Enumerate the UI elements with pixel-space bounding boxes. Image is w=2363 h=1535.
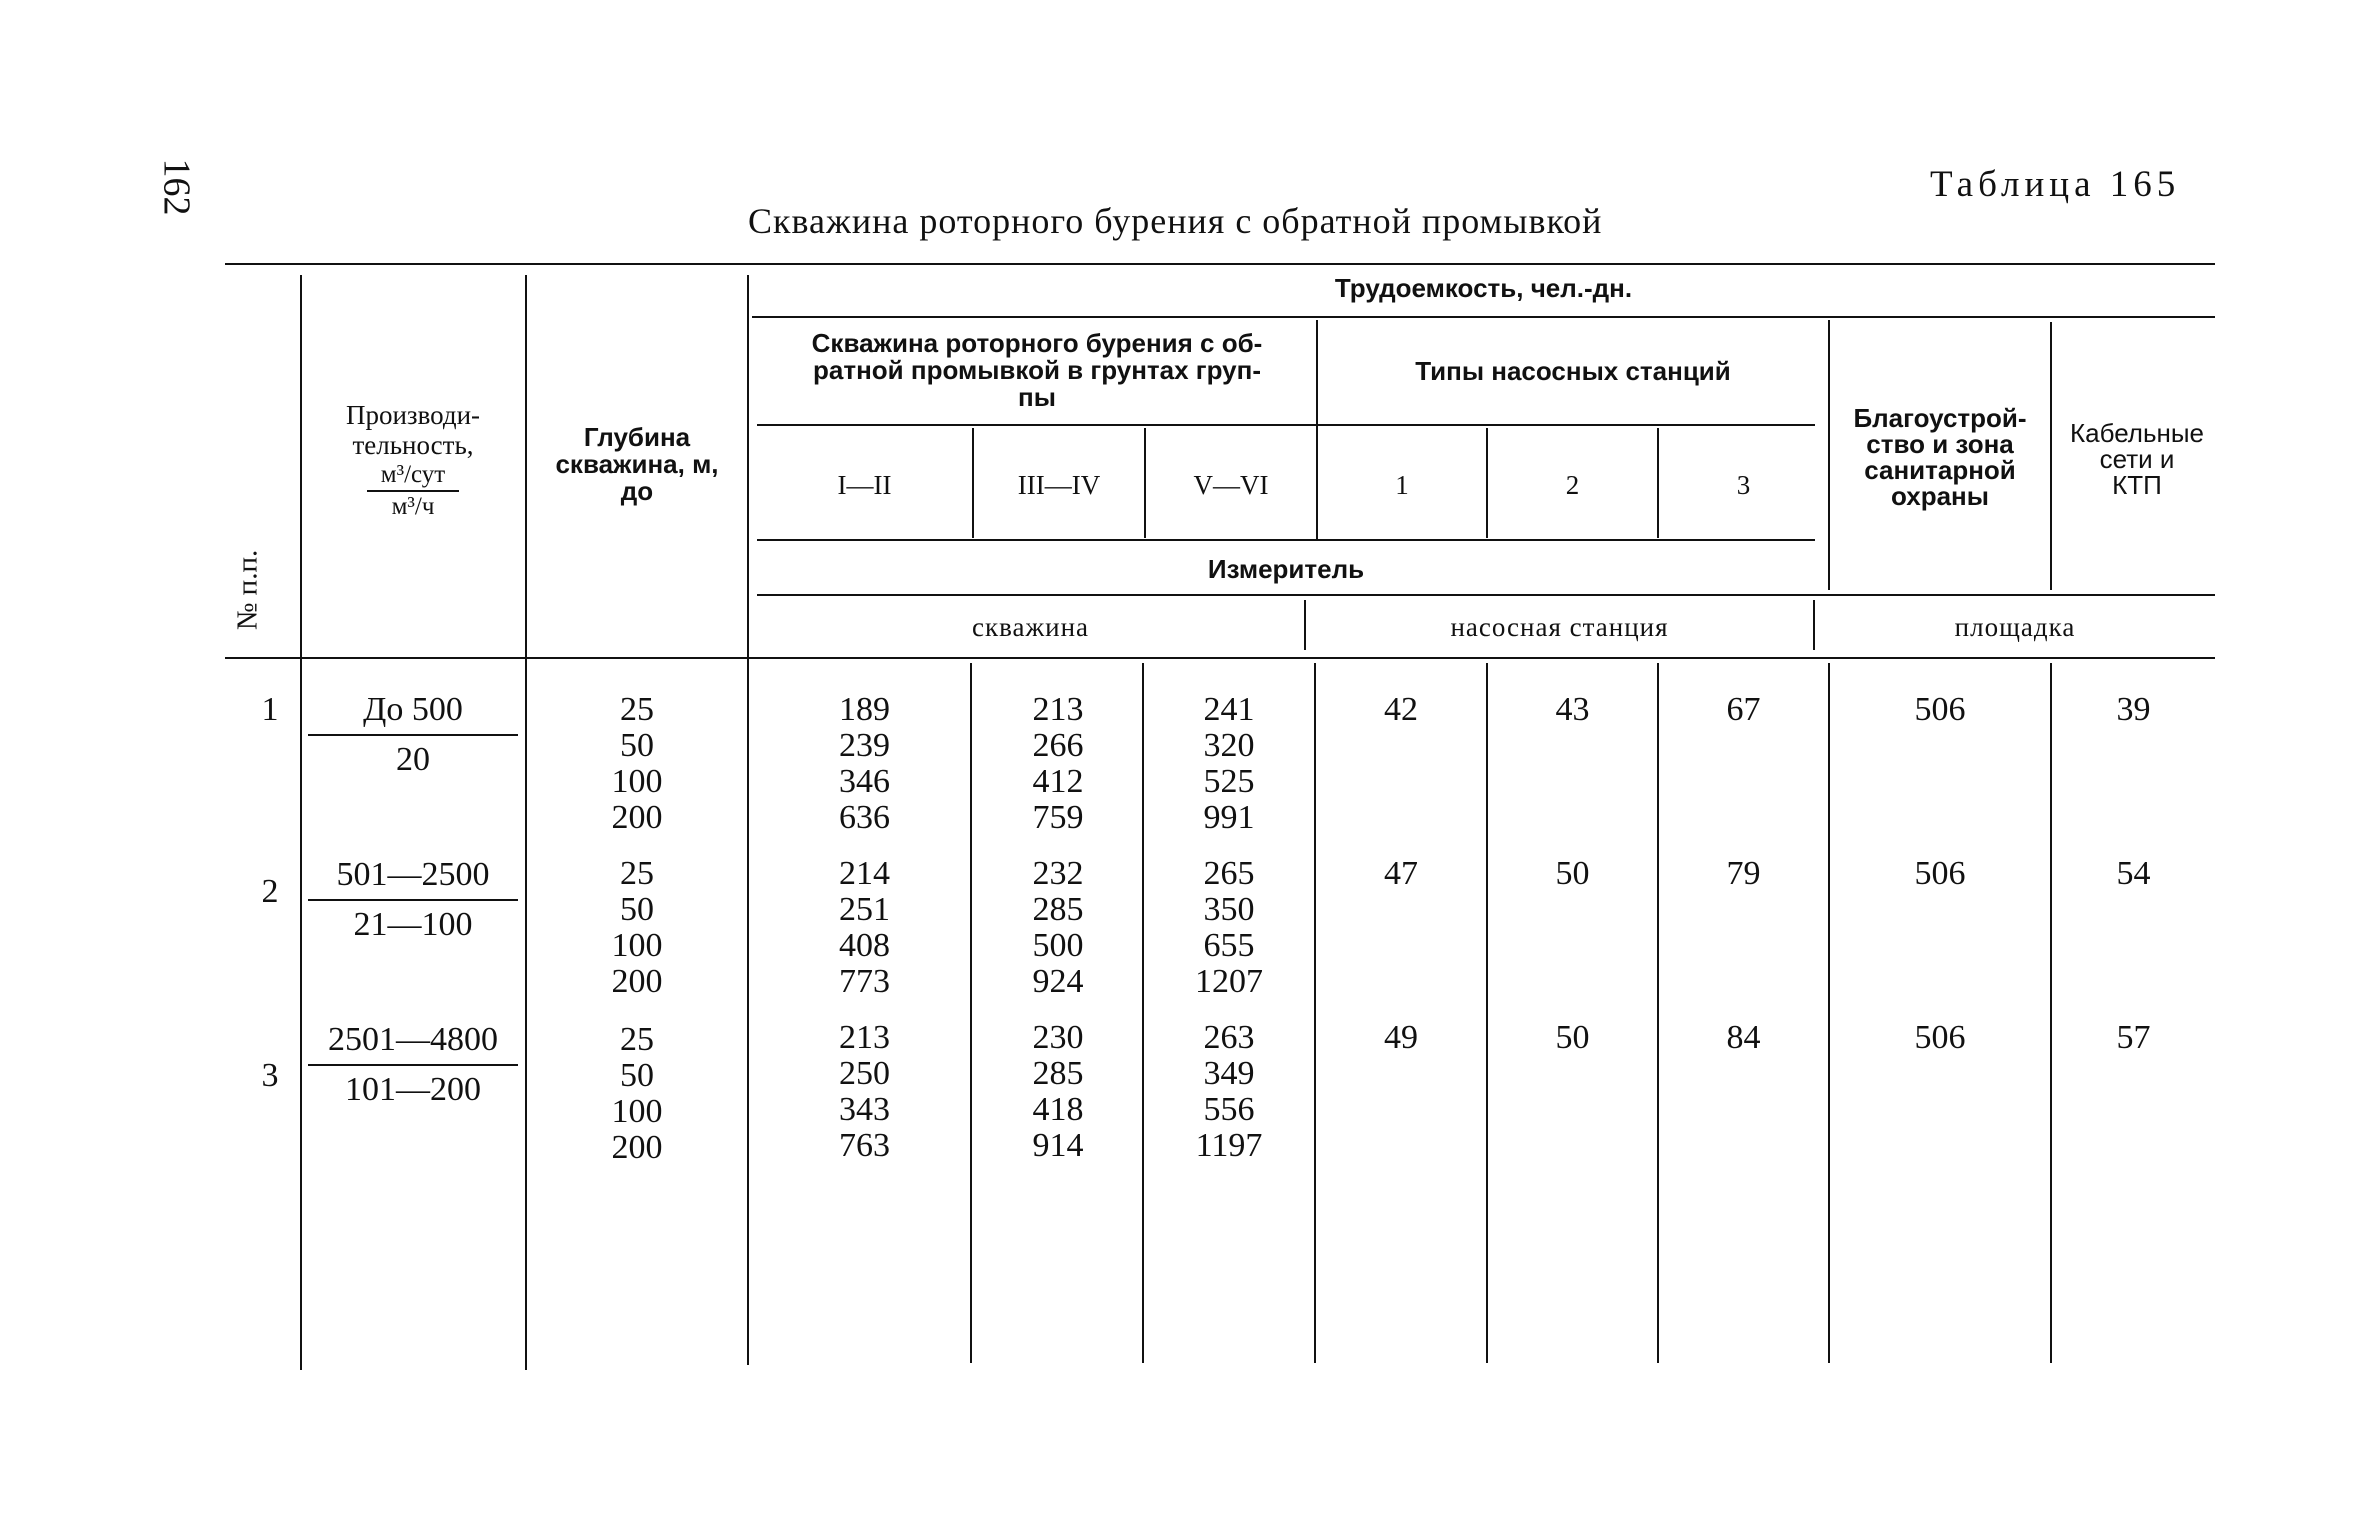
header-capacity-line2: тельность, bbox=[352, 430, 474, 460]
header-group-2: III—IV bbox=[1017, 470, 1101, 500]
cables-value: 57 bbox=[2116, 1019, 2151, 1056]
header-labor: Трудоемкость, чел.-дн. bbox=[1334, 273, 1633, 303]
table-label: Таблица 165 bbox=[1930, 164, 2181, 205]
header-depth-line3: до bbox=[620, 476, 654, 506]
header-meter-pump: насосная станция bbox=[1450, 612, 1669, 642]
depth-values: 25 50 100 200 bbox=[611, 1021, 663, 1166]
pump2-value: 50 bbox=[1555, 855, 1590, 892]
header-capacity bbox=[302, 400, 524, 522]
header-pump-3: 3 bbox=[1736, 470, 1751, 500]
rule-subgroup-bottom bbox=[757, 539, 1815, 541]
group2-values: 230 285 418 914 bbox=[1032, 1019, 1084, 1164]
rule-top bbox=[225, 263, 2215, 265]
header-meter-site: площадка bbox=[1954, 612, 2076, 642]
pump2-value: 43 bbox=[1555, 691, 1590, 728]
header-cables-line2: сети и bbox=[2099, 444, 2175, 474]
header-pump-2: 2 bbox=[1565, 470, 1580, 500]
header-meter-well: скважина bbox=[971, 612, 1089, 642]
group3-values: 263 349 556 1197 bbox=[1195, 1019, 1263, 1164]
pump3-value: 84 bbox=[1726, 1019, 1761, 1056]
header-capacity-line1: Производи- bbox=[345, 400, 481, 430]
header-pump-1: 1 bbox=[1395, 470, 1409, 500]
row-number: 1 bbox=[261, 691, 279, 728]
header-landscaping-line2: ство и зона bbox=[1866, 429, 2014, 459]
landscaping-value: 506 bbox=[1914, 1019, 1966, 1056]
header-capacity-unit-bottom: м³/ч bbox=[391, 493, 435, 520]
header-depth bbox=[527, 424, 747, 505]
capacity-top: 501—2500 bbox=[336, 856, 490, 893]
header-cables-line3: КТП bbox=[2112, 470, 2162, 500]
header-wells-group-line3: пы bbox=[1018, 382, 1056, 412]
header-depth-line2: скважина, м, bbox=[555, 449, 719, 479]
capacity-fraction bbox=[308, 855, 518, 955]
header-wells-group-line2: ратной промывкой в грунтах груп- bbox=[813, 355, 1261, 385]
rule-col-p2-body bbox=[1657, 663, 1659, 1363]
rule-col-g3-body bbox=[1314, 663, 1316, 1363]
header-wells-group-line1: Скважина роторного бурения с об- bbox=[811, 328, 1263, 358]
rule-col-p3-body bbox=[1828, 663, 1830, 1363]
fraction-bar bbox=[308, 734, 518, 736]
group2-values: 232 285 500 924 bbox=[1032, 855, 1084, 1000]
rule-col-depth bbox=[747, 275, 749, 1365]
header-group-1: I—II bbox=[837, 470, 892, 500]
row-number: 3 bbox=[261, 1057, 279, 1094]
header-pump-types: Типы насосных станций bbox=[1415, 356, 1731, 386]
header-capacity-unit-top: м³/сут bbox=[380, 461, 446, 488]
rule-col-land-body bbox=[2050, 663, 2052, 1363]
header-row-no: № п.п. bbox=[231, 549, 264, 631]
header-landscaping-line4: охраны bbox=[1891, 481, 1989, 511]
landscaping-value: 506 bbox=[1914, 691, 1966, 728]
depth-values: 25 50 100 200 bbox=[611, 855, 663, 1000]
row-number: 2 bbox=[261, 873, 279, 910]
header-wells-group bbox=[757, 330, 1317, 411]
fraction-bar bbox=[308, 899, 518, 901]
header-landscaping-line3: санитарной bbox=[1864, 455, 2016, 485]
group1-values: 213 250 343 763 bbox=[839, 1019, 890, 1164]
pump3-value: 67 bbox=[1726, 691, 1761, 728]
group1-values: 214 251 408 773 bbox=[839, 855, 890, 1000]
header-landscaping-line1: Благоустрой- bbox=[1853, 403, 2027, 433]
rule-subgroup-top bbox=[757, 424, 1815, 426]
group3-values: 265 350 655 1207 bbox=[1195, 855, 1263, 1000]
capacity-fraction bbox=[308, 690, 518, 790]
table-title: Скважина роторного бурения с обратной промывкой bbox=[748, 201, 1603, 241]
capacity-fraction bbox=[308, 1020, 518, 1120]
header-cables-line1: Кабельные bbox=[2069, 418, 2205, 448]
depth-values: 25 50 100 200 bbox=[611, 691, 663, 836]
capacity-top: 2501—4800 bbox=[328, 1021, 498, 1058]
header-meter: Измеритель bbox=[1207, 554, 1365, 584]
header-group-3: V—VI bbox=[1193, 470, 1269, 500]
capacity-bottom: 101—200 bbox=[345, 1071, 481, 1108]
header-landscaping bbox=[1830, 405, 2050, 509]
group3-values: 241 320 525 991 bbox=[1203, 691, 1255, 836]
capacity-top: До 500 bbox=[363, 691, 463, 728]
fraction-bar bbox=[308, 1064, 518, 1066]
group1-values: 189 239 346 636 bbox=[839, 691, 890, 836]
pump1-value: 42 bbox=[1384, 691, 1418, 728]
capacity-bottom: 21—100 bbox=[353, 906, 473, 943]
header-cables bbox=[2052, 420, 2222, 498]
rule-header-bottom bbox=[225, 657, 2215, 659]
rule-col-p1-body bbox=[1486, 663, 1488, 1363]
cables-value: 54 bbox=[2116, 855, 2151, 892]
pump1-value: 47 bbox=[1384, 855, 1418, 892]
pump1-value: 49 bbox=[1384, 1019, 1418, 1056]
group2-values: 213 266 412 759 bbox=[1032, 691, 1084, 836]
landscaping-value: 506 bbox=[1914, 855, 1966, 892]
pump3-value: 79 bbox=[1726, 855, 1761, 892]
header-depth-line1: Глубина bbox=[583, 422, 691, 452]
pump2-value: 50 bbox=[1555, 1019, 1590, 1056]
rule-meter-bottom bbox=[757, 594, 2215, 596]
capacity-bottom: 20 bbox=[396, 741, 430, 778]
rule-labor-bottom bbox=[752, 316, 2215, 318]
page-number: 162 bbox=[155, 158, 198, 216]
cables-value: 39 bbox=[2116, 691, 2151, 728]
